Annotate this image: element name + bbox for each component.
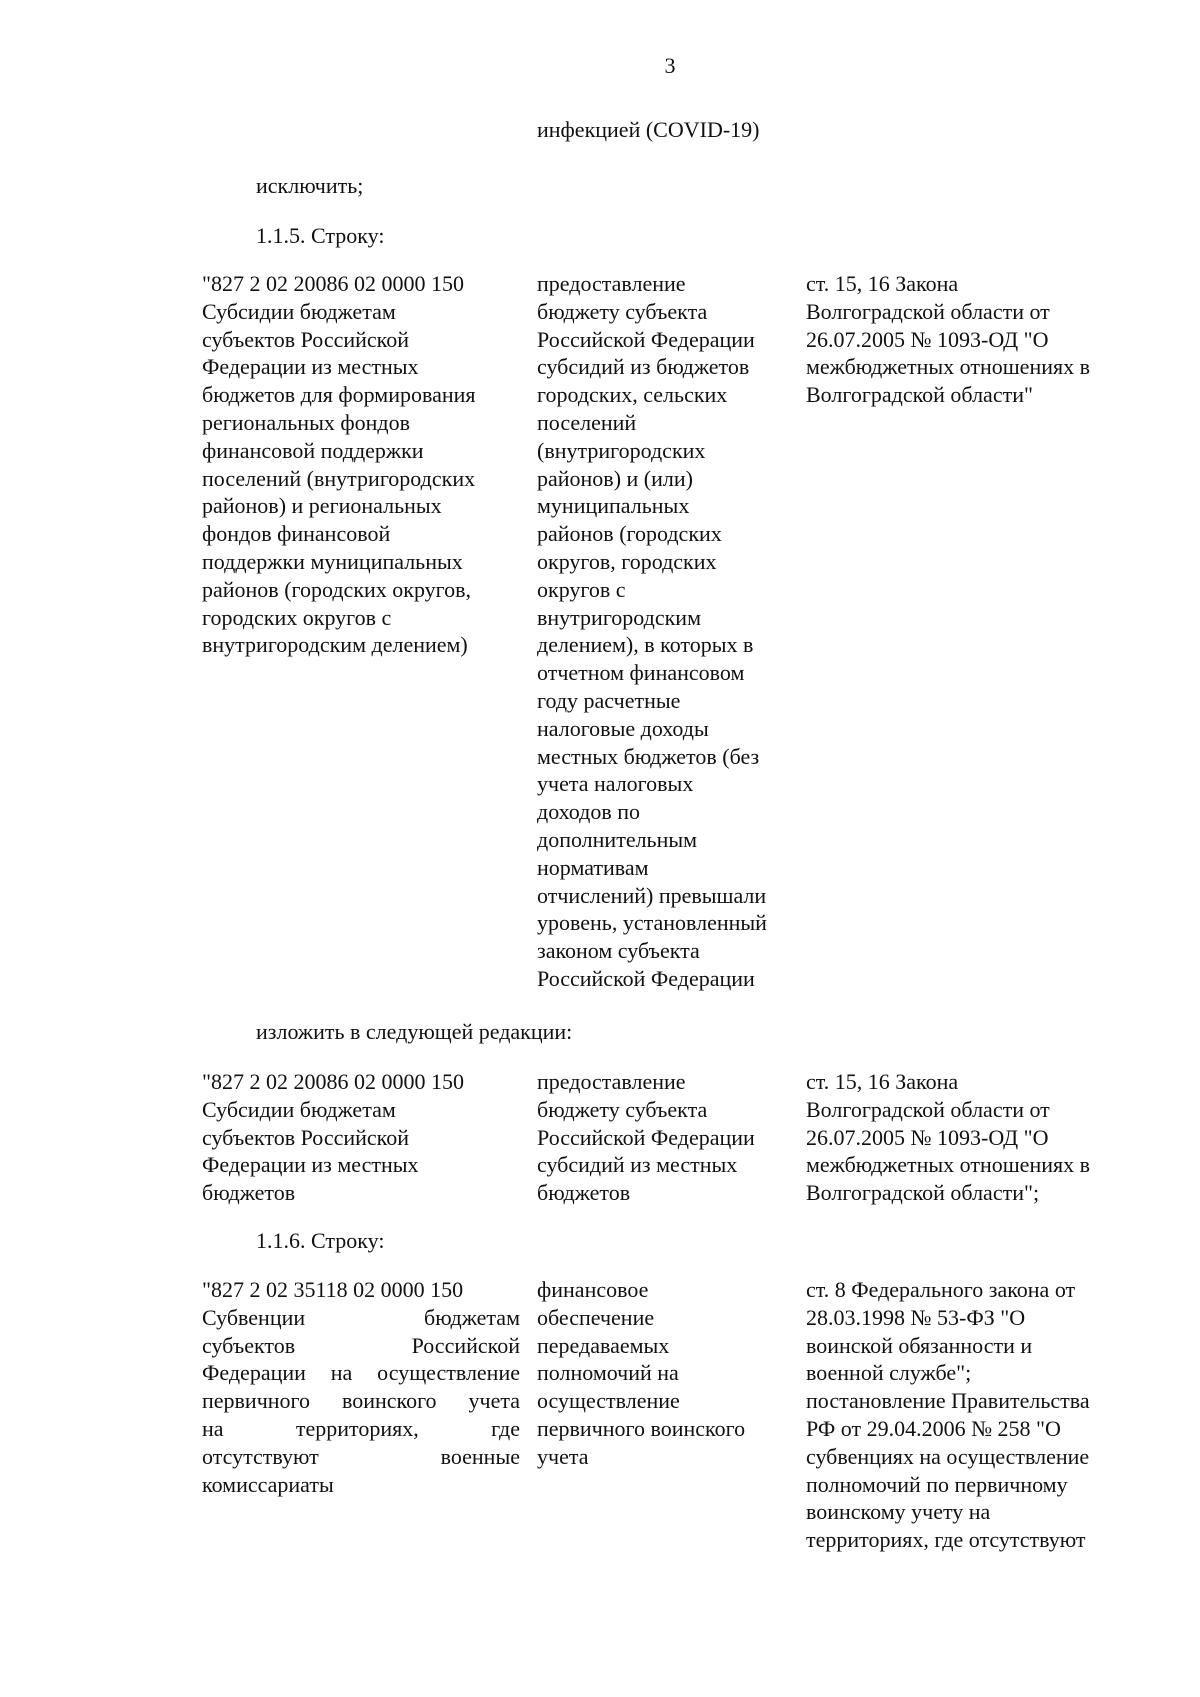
row3-col3-line: ст. 8 Федерального закона от	[806, 1277, 1076, 1302]
row2-col3-line: Волгоградской области";	[806, 1180, 1040, 1206]
row3-col3-line: субвенциях на осуществление	[806, 1443, 1090, 1469]
row1-col2-line: (внутригородских	[537, 437, 706, 463]
row1-purpose	[537, 270, 789, 993]
row1-col2-line: делением), в которых в	[537, 632, 754, 658]
row2-col3-line: межбюджетных отношениях в	[806, 1152, 1091, 1178]
row3-col1-line: Субвенции бюджетам	[202, 1304, 520, 1330]
row1-col3-line: 26.07.2005 № 1093-ОД "О	[806, 326, 1049, 352]
row3-col3-line: воинской обязанности и	[806, 1332, 1033, 1358]
row1-col3-line: межбюджетных отношениях в	[806, 354, 1091, 380]
row1-col3-line: ст. 15, 16 Закона	[806, 271, 959, 296]
row2-col2-line: субсидий из местных	[537, 1152, 738, 1178]
row1-col1-line: районов) и региональных	[202, 493, 442, 519]
covid-fragment: инфекцией (COVID-19)	[537, 117, 760, 142]
row1-col2-line: Российской Федерации	[537, 965, 755, 991]
row2-col2-line: бюджету субъекта	[537, 1096, 708, 1122]
row1-col3-line: Волгоградской области"	[806, 382, 1033, 408]
row3-col1-line: Федерации на осуществление	[202, 1360, 520, 1386]
row3-code-and-name	[202, 1276, 520, 1498]
row2-col3-line: 26.07.2005 № 1093-ОД "О	[806, 1124, 1049, 1150]
row1-col2-line: году расчетные	[537, 687, 681, 713]
row1-col2-line: округов с	[537, 576, 626, 602]
row1-col2-line: бюджету субъекта	[537, 298, 708, 324]
row1-col1-line: поселений (внутригородских	[202, 465, 476, 491]
item-1-1-5-heading: 1.1.5. Строку:	[256, 223, 385, 248]
row1-col2-line: муниципальных	[537, 493, 690, 519]
row1-col2-line: дополнительным	[537, 826, 698, 852]
row1-col1-line: внутригородским делением)	[202, 632, 468, 658]
row3-col2-line: передаваемых	[537, 1332, 670, 1358]
row1-col2-line: поселений	[537, 409, 637, 435]
row1-col2-line: налоговые доходы	[537, 715, 709, 741]
row2-col1-line: Федерации из местных	[202, 1152, 419, 1178]
row2-purpose	[537, 1068, 789, 1207]
row1-col2-line: учета налоговых	[537, 771, 694, 797]
row3-col2-line: полномочий на	[537, 1360, 679, 1386]
row3-col1-line: первичного воинского учета	[202, 1388, 520, 1414]
row3-col3-line: полномочий по первичному	[806, 1471, 1068, 1497]
row1-col1-line: региональных фондов	[202, 409, 410, 435]
row1-col1-line: городских округов с	[202, 604, 392, 630]
edit-instruction: изложить в следующей редакции:	[256, 1019, 573, 1044]
page-number: 3	[664, 53, 676, 78]
row3-purpose	[537, 1276, 789, 1471]
row3-col1-line: отсутствуют военные	[202, 1443, 520, 1469]
row2-col2-line: бюджетов	[537, 1180, 631, 1206]
row1-col2-line: нормативам	[537, 854, 649, 880]
row1-col1-line: финансовой поддержки	[202, 437, 424, 463]
row3-col3-line: 28.03.1998 № 53-ФЗ "О	[806, 1304, 1026, 1330]
row2-legal-basis	[806, 1068, 1126, 1207]
row1-col1-line: Субсидии бюджетам	[202, 298, 396, 324]
row2-col1-line: бюджетов	[202, 1180, 296, 1206]
exclude-instruction: исключить;	[256, 173, 364, 198]
row1-col2-line: доходов по	[537, 799, 641, 825]
row3-legal-basis	[806, 1276, 1126, 1554]
row3-col3-line: военной службе";	[806, 1360, 972, 1386]
row1-col3-line: Волгоградской области от	[806, 298, 1050, 324]
row1-col1-line: поддержки муниципальных	[202, 548, 463, 574]
row1-code-and-name	[202, 270, 520, 659]
row3-col1-line: комиссариаты	[202, 1471, 334, 1497]
row3-col3-line: воинскому учету на	[806, 1499, 991, 1525]
row3-col1-line: "827 2 02 35118 02 0000 150	[202, 1277, 464, 1302]
row1-col1-line: субъектов Российской	[202, 326, 410, 352]
row1-col1-line: фондов финансовой	[202, 521, 391, 547]
row1-col1-line: бюджетов для формирования	[202, 382, 476, 408]
row3-col2-line: финансовое	[537, 1277, 649, 1302]
row3-col2-line: осуществление	[537, 1388, 680, 1414]
row2-col1-line: Субсидии бюджетам	[202, 1096, 396, 1122]
row1-col1-line: "827 2 02 20086 02 0000 150	[202, 271, 464, 296]
row1-col2-line: отчетном финансовом	[537, 660, 745, 686]
row3-col1-line: субъектов Российской	[202, 1332, 520, 1358]
row3-col3-line: РФ от 29.04.2006 № 258 "О	[806, 1415, 1061, 1441]
row1-col1-line: районов (городских округов,	[202, 576, 472, 602]
row3-col1-line: на территориях, где	[202, 1415, 520, 1441]
row2-col2-line: Российской Федерации	[537, 1124, 755, 1150]
row1-col2-line: предоставление	[537, 271, 686, 296]
row1-col2-line: районов (городских	[537, 521, 722, 547]
row1-col2-line: округов, городских	[537, 548, 717, 574]
row1-col2-line: местных бюджетов (без	[537, 743, 760, 769]
row2-col1-line: субъектов Российской	[202, 1124, 410, 1150]
row2-col3-line: Волгоградской области от	[806, 1096, 1050, 1122]
row3-col2-line: учета	[537, 1443, 589, 1469]
row3-col2-line: обеспечение	[537, 1304, 655, 1330]
row3-col3-line: территориях, где отсутствуют	[806, 1527, 1086, 1553]
row2-col2-line: предоставление	[537, 1069, 686, 1094]
row2-code-and-name	[202, 1068, 520, 1207]
row1-col1-line: Федерации из местных	[202, 354, 419, 380]
row3-col3-line: постановление Правительства	[806, 1388, 1090, 1414]
row1-legal-basis	[806, 270, 1126, 409]
row1-col2-line: районов) и (или)	[537, 465, 693, 491]
row3-col2-line: первичного воинского	[537, 1415, 746, 1441]
row1-col2-line: отчислений) превышали	[537, 882, 767, 908]
row2-col1-line: "827 2 02 20086 02 0000 150	[202, 1069, 464, 1094]
row2-col3-line: ст. 15, 16 Закона	[806, 1069, 959, 1094]
row1-col2-line: уровень, установленный	[537, 910, 767, 936]
row1-col2-line: внутригородским	[537, 604, 702, 630]
row1-col2-line: законом субъекта	[537, 938, 700, 964]
row1-col2-line: городских, сельских	[537, 382, 728, 408]
row1-col2-line: Российской Федерации	[537, 326, 755, 352]
item-1-1-6-heading: 1.1.6. Строку:	[256, 1228, 385, 1253]
row1-col2-line: субсидий из бюджетов	[537, 354, 750, 380]
